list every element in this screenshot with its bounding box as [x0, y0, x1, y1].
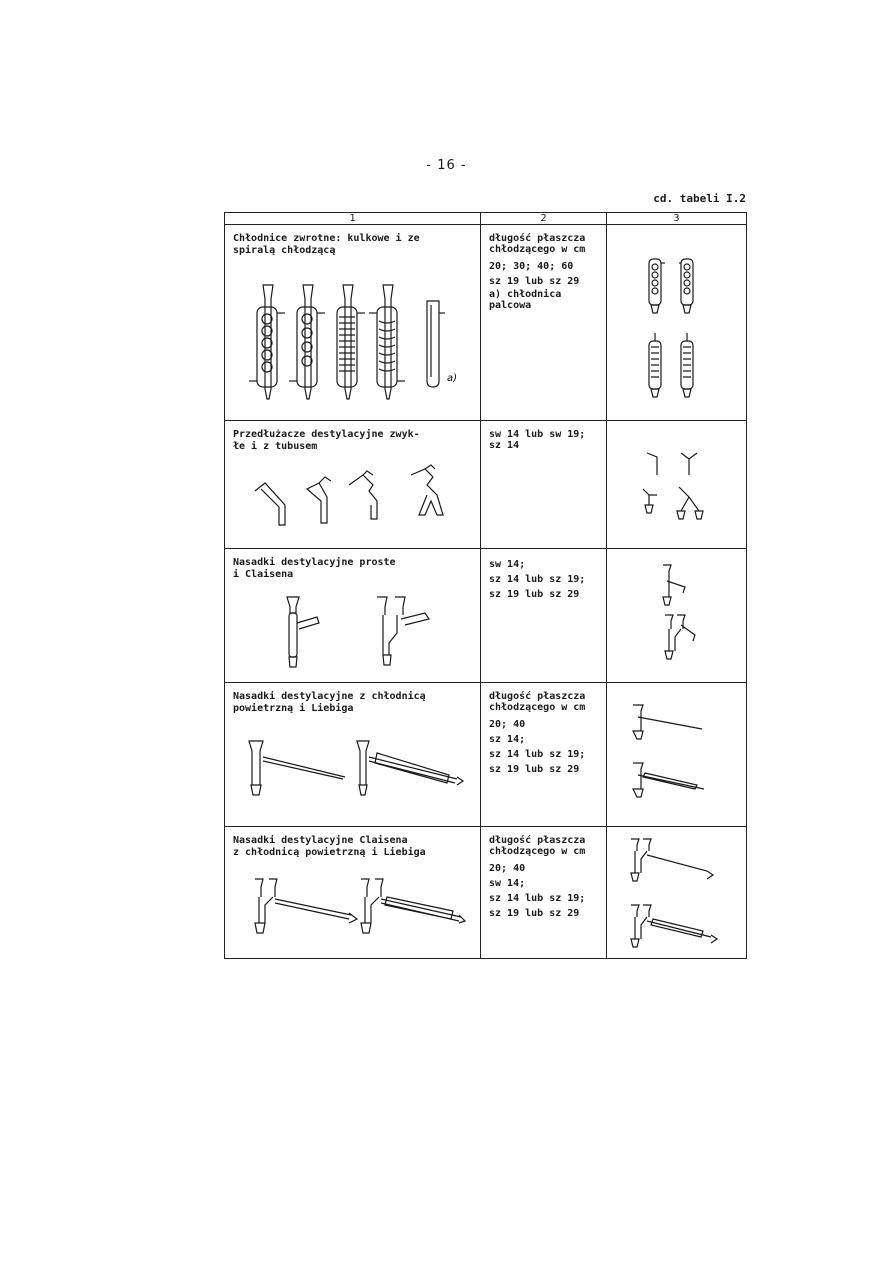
symbol-cell: [607, 225, 747, 421]
symbol-cell: [607, 549, 747, 683]
spec-line: sz 19 lub sz 29: [489, 276, 580, 287]
spec-cell: [481, 549, 607, 683]
bulb-condenser-icon: [225, 277, 481, 417]
item-name: Nasadki destylacyjne z chłodnicą powietrzną i Liebiga: [233, 691, 426, 714]
spec-line: sw 14;: [489, 559, 526, 570]
spec-line: długość płaszcza chłodzącego w cm: [489, 233, 586, 255]
column-header: 1: [225, 213, 481, 225]
distillation-head-icon: [225, 593, 481, 673]
spec-line: długość płaszcza chłodzącego w cm: [489, 835, 586, 857]
spec-cell: [481, 827, 607, 959]
spec-line: sz 14 lub sz 19;: [489, 574, 586, 585]
table-header-row: [225, 213, 747, 225]
table-row: [225, 683, 747, 827]
adapter-symbol-icon: [607, 439, 747, 539]
condenser-symbol-icon: [607, 245, 747, 415]
item-cell: [225, 421, 481, 549]
claisen-air-condenser-icon: [225, 873, 481, 953]
item-name: Nasadki destylacyjne proste i Claisena: [233, 557, 396, 580]
symbol-cell: [607, 421, 747, 549]
table-row: [225, 421, 747, 549]
item-name: Chłodnice zwrotne: kulkowe i ze spiralą chłodzącą: [233, 233, 420, 256]
item-cell: [225, 683, 481, 827]
spec-cell: [481, 225, 607, 421]
distillation-adapter-icon: [225, 459, 481, 539]
item-name: Przedłużacze destylacyjne zwyk- łe i z tubusem: [233, 429, 420, 452]
spec-line: długość płaszcza chłodzącego w cm: [489, 691, 586, 713]
table-row: [225, 549, 747, 683]
spec-line: sz 19 lub sz 29: [489, 908, 580, 919]
spec-line: sz 14 lub sz 19;: [489, 893, 586, 904]
spec-cell: [481, 421, 607, 549]
symbol-cell: [607, 683, 747, 827]
column-header: 2: [481, 213, 607, 225]
finger-condenser-label: a): [447, 373, 458, 384]
spec-line: 20; 40: [489, 863, 526, 874]
page-number: - 16 -: [426, 158, 467, 173]
column-header: 3: [607, 213, 747, 225]
table-row: [225, 225, 747, 421]
symbol-cell: [607, 827, 747, 959]
item-cell: [225, 225, 481, 421]
spec-line: sw 14;: [489, 878, 526, 889]
item-cell: [225, 549, 481, 683]
spec-cell: [481, 683, 607, 827]
head-symbol-icon: [607, 561, 747, 671]
spec-line: sz 14;: [489, 734, 526, 745]
glassware-table: [224, 212, 747, 959]
spec-line: 20; 30; 40; 60: [489, 261, 574, 272]
spec-line: sz 14 lub sz 19;: [489, 749, 586, 760]
spec-line: sw 14 lub sw 19; sz 14: [489, 429, 586, 451]
spec-line: 20; 40: [489, 719, 526, 730]
table-row: [225, 827, 747, 959]
item-cell: [225, 827, 481, 959]
spec-line: sz 19 lub sz 29: [489, 764, 580, 775]
spec-line: a) chłodnica palcowa: [489, 289, 562, 311]
air-condenser-head-icon: [225, 731, 481, 811]
item-name: Nasadki destylacyjne Claisena z chłodnicą powietrzną i Liebiga: [233, 835, 426, 858]
table-continuation-label: cd. tabeli I.2: [653, 192, 746, 205]
claisen-condenser-symbol-icon: [607, 835, 747, 955]
head-condenser-symbol-icon: [607, 701, 747, 811]
spec-line: sz 19 lub sz 29: [489, 589, 580, 600]
